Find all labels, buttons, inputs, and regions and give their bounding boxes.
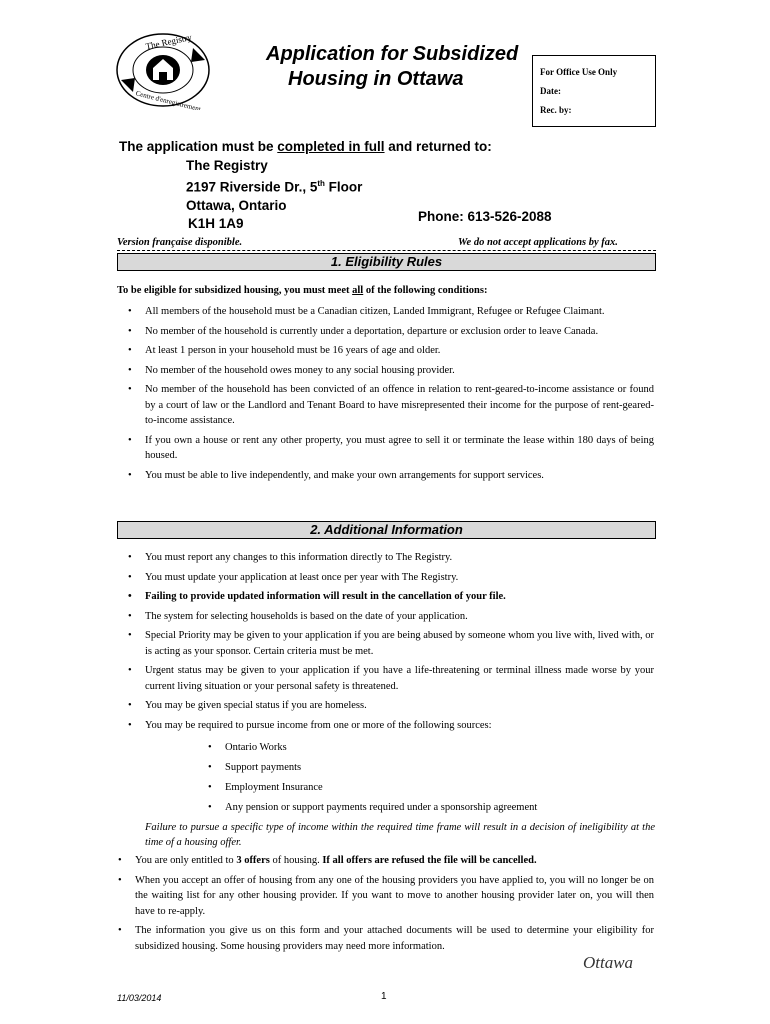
list-item: • You are only entitled to 3 offers of housing. If all offers are refused the file will be cancelled.: [113, 853, 654, 869]
french-version-note: Version française disponible.: [117, 237, 243, 248]
city-of-ottawa-logo: Ottawa: [583, 953, 634, 972]
title-line-1: Application for Subsidized: [266, 43, 519, 65]
list-item: • You must report any changes to this information directly to The Registry.: [123, 550, 654, 566]
office-use-label: For Office Use Only: [540, 67, 618, 77]
phone-number: Phone: 613-526-2088: [418, 209, 552, 224]
logo-text-top: The Registry: [144, 31, 193, 52]
list-item: • Urgent status may be given to your application if you have a life-threatening or terminal illness made worse by your current living situation or your personal safety is threatened.: [123, 663, 654, 694]
eligibility-list: [123, 304, 654, 487]
return-instructions: [119, 139, 679, 154]
office-use-box: [532, 55, 656, 127]
page-number: 1: [381, 991, 387, 1002]
address-name: The Registry: [186, 158, 268, 173]
section-2-heading: 2. Additional Information: [117, 521, 656, 539]
list-item: • You must update your application at least once per year with The Registry.: [123, 570, 654, 586]
list-item: • You may be given special status if you are homeless.: [123, 698, 654, 714]
list-item: • The information you give us on this form and your attached documents will be used to determine your eligibility for subsidized housing. Some housing providers may need more information.: [113, 923, 654, 954]
offers-list: [113, 853, 654, 958]
list-item: • Any pension or support payments required under a sponsorship agreement: [205, 800, 537, 815]
income-failure-note: Failure to pursue a specific type of income within the required time frame will result in a decision of ineligibility at the time of a housing offer.: [145, 822, 655, 848]
list-item: • You may be required to pursue income from one or more of the following sources:: [123, 718, 654, 734]
instructions-suffix: and returned to:: [384, 139, 492, 154]
mailing-address: [186, 157, 362, 233]
list-item: • No member of the household owes money to any social housing provider.: [123, 363, 654, 379]
footer-date: 11/03/2014: [117, 993, 162, 1003]
list-item: • Failing to provide updated information will result in the cancellation of your file.: [123, 589, 654, 605]
instructions-prefix: The application must be: [119, 139, 278, 154]
eligibility-intro: To be eligible for subsidized housing, you must meet all of the following conditions:: [117, 285, 488, 296]
additional-info-list: [123, 550, 654, 737]
list-item: • If you own a house or rent any other property, you must agree to sell it or terminate the lease within 180 days of being housed.: [123, 433, 654, 464]
list-item: • The system for selecting households is based on the date of your application.: [123, 609, 654, 625]
section-1-heading: 1. Eligibility Rules: [117, 253, 656, 271]
list-item: • At least 1 person in your household must be 16 years of age and older.: [123, 343, 654, 359]
address-city: Ottawa, Ontario: [186, 197, 287, 213]
logo-text-bottom: Centre d'enregistrement: [134, 89, 202, 110]
instructions-emphasis: completed in full: [277, 139, 385, 154]
title-line-2: Housing in Ottawa: [288, 68, 464, 90]
list-item: • You must be able to live independently, and make your own arrangements for support services.: [123, 468, 654, 484]
address-street: 2197 Riverside Dr., 5th Floor: [186, 179, 363, 195]
form-title: [266, 42, 526, 92]
income-sources-list: [205, 740, 537, 820]
address-postal: K1H 1A9: [188, 215, 244, 231]
list-item: • All members of the household must be a Canadian citizen, Landed Immigrant, Refugee or Refugee Claimant.: [123, 304, 654, 320]
list-item: • Support payments: [205, 760, 537, 775]
list-item: • Employment Insurance: [205, 780, 537, 795]
registry-logo: [113, 30, 213, 110]
list-item: • No member of the household is currently under a deportation, departure or exclusion order to leave Canada.: [123, 324, 654, 340]
list-item: • No member of the household has been convicted of an offence in relation to rent-geared-to-income assistance or found by a court of law or the Landlord and Tenant Board to have misrepresented their income for the purpose of rent-geared-to-income assistance.: [123, 382, 654, 429]
office-rec-label: Rec. by:: [540, 105, 572, 115]
list-item: • Ontario Works: [205, 740, 537, 755]
list-item: • Special Priority may be given to your application if you are being abused by someone whom you live with, lived with, or is acting as your sponsor. Certain criteria must be met.: [123, 628, 654, 659]
separator-line: [117, 250, 656, 251]
fax-note: We do not accept applications by fax.: [458, 237, 618, 248]
office-date-label: Date:: [540, 86, 561, 96]
list-item: • When you accept an offer of housing from any one of the housing providers you have applied to, you will no longer be on the waiting list for any other housing provider. If you want to move to another housing provider later on, you will then have to re-apply.: [113, 873, 654, 920]
